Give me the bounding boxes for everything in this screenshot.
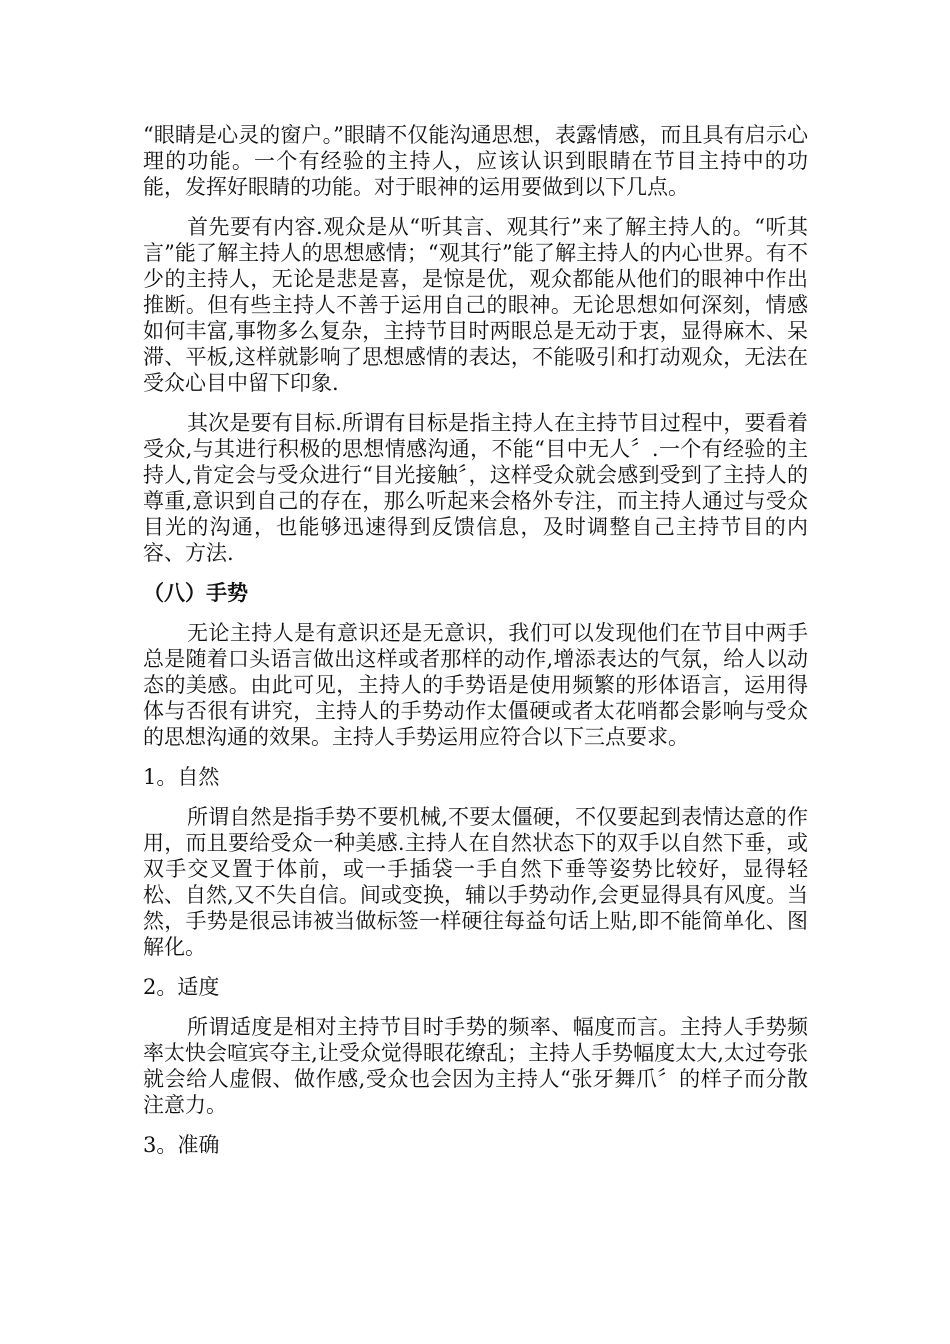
paragraph-eyes-intro: “眼睛是心灵的窗户。”眼睛不仅能沟通思想，表露情感，而且具有启示心理的功能。一个有经验的主持人，应该认识到眼睛在节目主持中的功能，发挥好眼睛的功能。对于眼神的运用要做到以下几点。 [143,123,808,199]
paragraph-target: 其次是要有目标.所谓有目标是指主持人在主持节目过程中，要看着受众,与其进行积极的思想情感沟通，不能“目中无人〞.一个有经验的主持人,肯定会与受众进行“目光接触〞，这样受众就会感到受到了主持人的尊重,意识到自己的存在，那么听起来会格外专注，而主持人通过与受众目光的沟通，也能够迅速得到反馈信息，及时调整自己主持节目的内容、方法. [143,411,808,565]
paragraph-natural: 所谓自然是指手势不要机械,不要太僵硬，不仅要起到表情达意的作用，而且要给受众一种美感.主持人在自然状态下的双手以自然下垂，或双手交叉置于体前，或一手插袋一手自然下垂等姿势比较好，显得轻松、自然,又不失自信。间或变换，辅以手势动作,会更显得具有风度。当然，手势是很忌讳被当做标签一样硬往每益句话上贴,即不能简单化、图解化。 [143,805,808,959]
subheading-moderate: 2。适度 [143,975,220,999]
paragraph-moderate: 所谓适度是相对主持节目时手势的频率、幅度而言。主持人手势频率太快会喧宾夺主,让受众觉得眼花缭乱；主持人手势幅度太大,太过夸张就会给人虚假、做作感,受众也会因为主持人“张牙舞爪〞的样子而分散注意力。 [143,1015,808,1117]
subheading-accurate: 3。准确 [143,1133,220,1157]
paragraph-gestures-intro: 无论主持人是有意识还是无意识，我们可以发现他们在节目中两手总是随着口头语言做出这样或者那样的动作,增添表达的气氛，给人以动态的美感。由此可见，主持人的手势语是使用频繁的形体语言，运用得体与否很有讲究，主持人的手势动作太僵硬或者太花哨都会影响与受众的思想沟通的效果。主持人手势运用应符合以下三点要求。 [143,621,808,749]
section-heading-gestures: （八）手势 [143,581,248,605]
paragraph-content: 首先要有内容.观众是从“听其言、观其行”来了解主持人的。“听其言”能了解主持人的思想感情；“观其行”能了解主持人的内心世界。有不少的主持人，无论是悲是喜，是惊是优，观众都能从他们的眼神中作出推断。但有些主持人不善于运用自己的眼神。无论思想如何深刻，情感如何丰富,事物多么复杂，主持节目时两眼总是无动于衷，显得麻木、呆滞、平板,这样就影响了思想感情的表达，不能吸引和打动观众，无法在受众心目中留下印象. [143,215,808,395]
document-body [143,122,808,1158]
subheading-natural: 1。自然 [143,765,220,789]
